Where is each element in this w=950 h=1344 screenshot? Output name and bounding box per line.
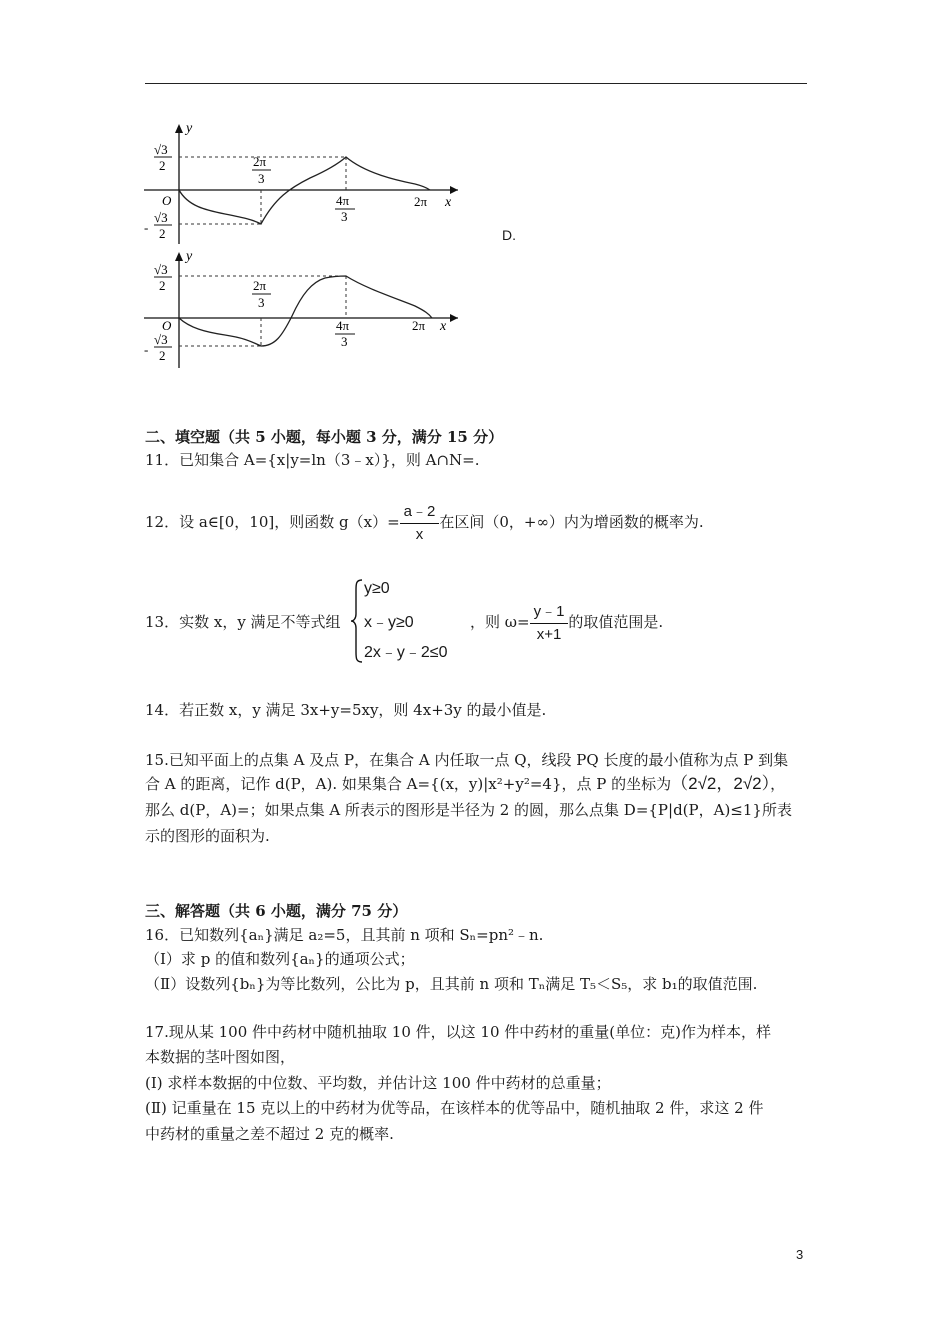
top-den: 2	[159, 158, 166, 173]
x-label: x	[445, 195, 452, 210]
tick-2pi3-den: 3	[258, 295, 265, 310]
y-axis-arrow	[175, 252, 183, 261]
q13-fraction	[530, 603, 569, 644]
question-16-line-3: （Ⅱ）设数列{bₙ}为等比数列，公比为 p，且其前 n 项和 Tₙ满足 T₅＜S₅，求 b₁的取值范围.	[145, 975, 758, 993]
question-15-line-3: 那么 d(P，A)=；如果点集 A 所表示的图形是半径为 2 的圆，那么点集 D={P|d(P，A)≤1}所表	[145, 801, 792, 819]
question-13-pre: 13．实数 x，y 满足不等式组	[145, 613, 341, 631]
q12-post: 在区间（0，+∞）内为增函数的概率为.	[439, 513, 704, 531]
page-number: 3	[796, 1247, 804, 1262]
q15-line2-pre: 合 A 的距离，记作 d(P，A). 如果集合 A={(x，y)|x²+y²=4}，点 P 的坐标为	[145, 775, 672, 793]
y-axis-arrow	[175, 124, 183, 133]
q15-line2-post: ，	[770, 775, 786, 793]
question-14: 14．若正数 x，y 满足 3x+y=5xy，则 4x+3y 的最小值是.	[145, 701, 547, 719]
graph-c-svg	[140, 118, 470, 248]
question-11: 11．已知集合 A={x|y=ln（3﹣x）}，则 A∩N=.	[145, 451, 480, 469]
origin-label: O	[162, 193, 172, 208]
question-17-line-5: 中药材的重量之差不超过 2 克的概率.	[145, 1125, 394, 1143]
tick-2pi: 2π	[412, 318, 426, 333]
q13-numerator: y﹣1	[530, 603, 569, 624]
bot-num: √3	[154, 210, 168, 225]
question-17-line-3: (Ⅰ) 求样本数据的中位数、平均数，并估计这 100 件中药材的总重量；	[145, 1074, 611, 1092]
question-17-line-4: (Ⅱ) 记重量在 15 克以上的中药材为优等品，在该样本的优等品中，随机抽取 2 件，求这 2 件	[145, 1099, 764, 1117]
tick-2pi3-num: 2π	[253, 154, 267, 169]
q13-denominator: x+1	[536, 625, 562, 643]
q12-fraction	[400, 503, 440, 544]
tick-4pi3-den: 3	[341, 334, 348, 349]
tick-2pi: 2π	[414, 194, 428, 209]
top-num: √3	[154, 262, 168, 277]
q12-denominator: x	[415, 525, 424, 543]
question-15-line-2	[145, 774, 785, 794]
section-2-heading: 二、填空题（共 5 小题，每小题 3 分，满分 15 分）	[145, 428, 504, 446]
bot-den: 2	[159, 226, 166, 241]
question-16-line-2: （Ⅰ）求 p 的值和数列{aₙ}的通项公式；	[145, 950, 415, 968]
neg-sign: -	[144, 220, 149, 235]
y-label: y	[186, 249, 193, 264]
option-d-label: D.	[502, 227, 516, 243]
y-label: y	[186, 121, 193, 136]
section-3-heading: 三、解答题（共 6 小题，满分 75 分）	[145, 902, 408, 920]
q12-numerator: a﹣2	[400, 503, 440, 524]
q13-mid: ，则 ω=	[470, 613, 530, 631]
inequality-1: y≥0	[364, 580, 390, 597]
question-15-line-1: 15.已知平面上的点集 A 及点 P，在集合 A 内任取一点 Q，线段 PQ 长度的最小值称为点 P 到集	[145, 751, 789, 769]
question-16-line-1: 16．已知数列{aₙ}满足 a₂=5，且其前 n 项和 Sₙ=pn²﹣n.	[145, 926, 544, 944]
top-num: √3	[154, 142, 168, 157]
origin-label: O	[162, 318, 172, 333]
neg-sign: -	[144, 342, 149, 357]
header-rule	[145, 83, 807, 84]
graph-d-svg	[140, 246, 470, 372]
graph-option-c	[140, 118, 470, 252]
tick-2pi3-num: 2π	[253, 278, 267, 293]
bot-den: 2	[159, 348, 166, 363]
x-axis-arrow	[450, 186, 458, 194]
q12-pre: 12．设 a∈[0，10]，则函数 g（x）=	[145, 513, 400, 531]
graph-option-d	[140, 246, 470, 376]
bot-num: √3	[154, 332, 168, 347]
inequality-system	[350, 578, 490, 664]
q13-post: 的取值范围是.	[568, 613, 664, 631]
question-17-line-2: 本数据的茎叶图如图，	[145, 1048, 296, 1066]
question-13-post	[470, 602, 663, 644]
q15-coordinate: （2√2，2√2）	[671, 774, 771, 793]
tick-4pi3-num: 4π	[336, 193, 350, 208]
tick-4pi3-num: 4π	[336, 318, 350, 333]
x-label: x	[440, 319, 447, 334]
x-axis-arrow	[450, 314, 458, 322]
tick-4pi3-den: 3	[341, 209, 348, 224]
inequality-2: x﹣y≥0	[364, 614, 414, 631]
top-den: 2	[159, 278, 166, 293]
inequality-3: 2x﹣y﹣2≤0	[364, 644, 448, 661]
question-12	[145, 502, 704, 544]
curve-d	[179, 276, 432, 346]
question-15-line-4: 示的图形的面积为.	[145, 827, 270, 845]
left-brace	[350, 578, 364, 664]
question-17-line-1: 17.现从某 100 件中药材中随机抽取 10 件，以这 10 件中药材的重量(单位：克)作为样本，样	[145, 1023, 771, 1041]
tick-2pi3-den: 3	[258, 171, 265, 186]
